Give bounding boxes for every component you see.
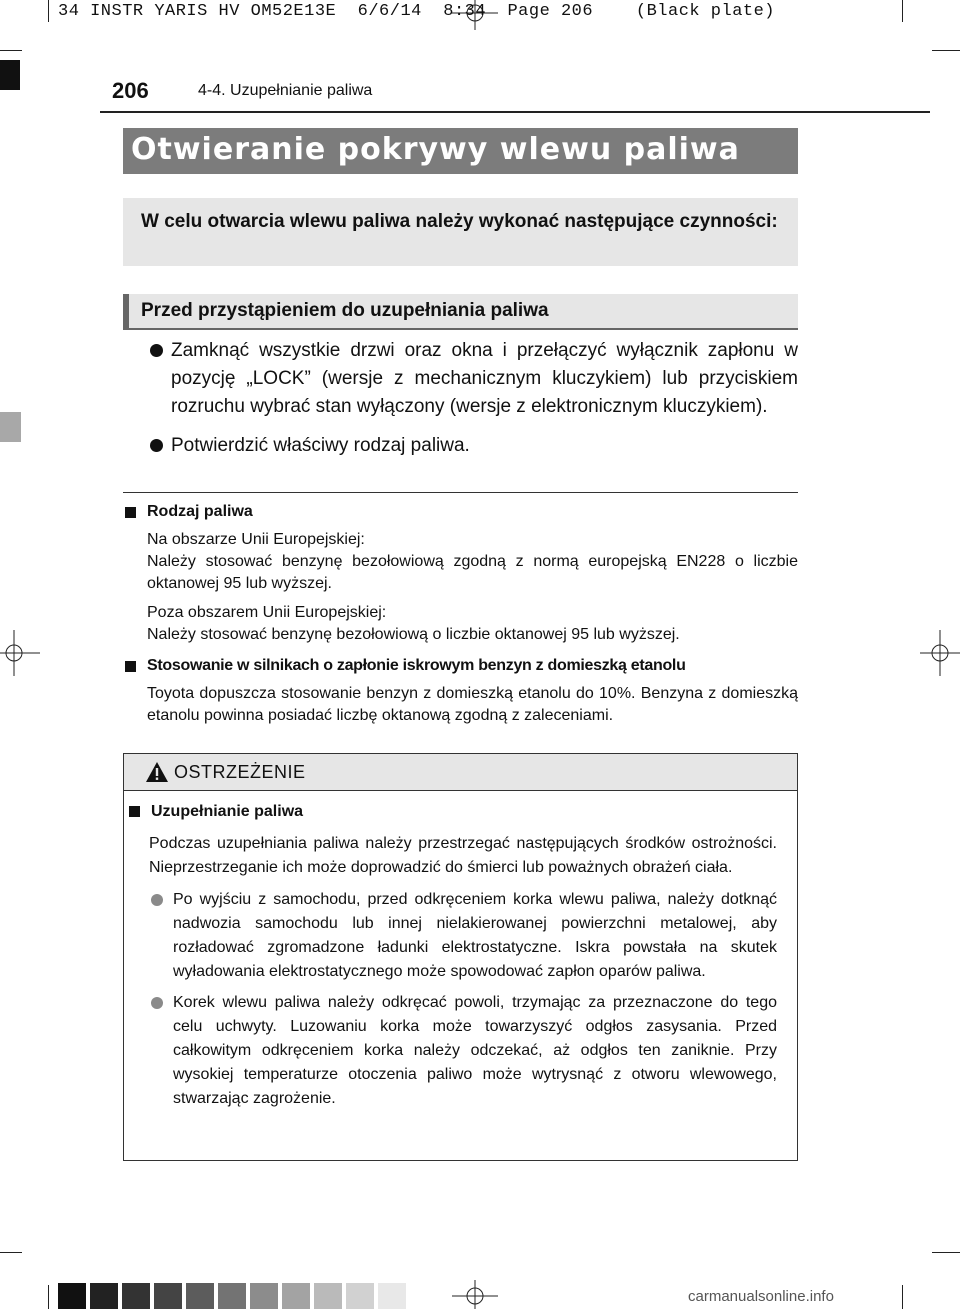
calibration-swatch	[154, 1283, 182, 1309]
section-title: 4-4. Uzupełnianie paliwa	[198, 82, 373, 99]
print-slug: 34 INSTR YARIS HV OM52E13E 6/6/14 8:34 Page 206 (Black plate)	[58, 2, 776, 21]
crop-mark	[932, 50, 960, 51]
note-paragraph: Toyota dopuszcza stosowanie benzyn z domieszką etanolu do 10%. Benzyna z domieszką etanolu powinna posiadać liczbę oktanową zgodną z zaleceniami.	[147, 685, 798, 724]
step-list	[150, 337, 798, 471]
section-heading	[123, 128, 798, 174]
registration-mark-icon	[920, 630, 960, 676]
square-bullet-icon	[125, 507, 136, 518]
warning-bullet-text: Korek wlewu paliwa należy odkręcać powoli, trzymając za przeznaczone do tego celu uchwyty. Luzowaniu korka może towarzyszyć odgłos zasysania. Przed całkowitym odkręceniem korka należy odczekać, aż odgłos ten zaniknie. Przy wysokiej temperaturze otoczenia paliwo może wytrysnąć z otworu wlewowego, stwarzając zagrożenie.	[173, 994, 777, 1107]
note-paragraph: Na obszarze Unii Europejskiej: Należy stosować benzynę bezołowiową zgodną z normą europejską EN228 o liczbie oktanowej 95 lub wyższej.	[147, 531, 798, 592]
bullet-icon	[151, 894, 163, 906]
crop-mark	[902, 1285, 903, 1309]
square-bullet-icon	[125, 661, 136, 672]
warning-subtitle	[127, 800, 797, 824]
page-number: 206	[112, 78, 149, 103]
list-item	[150, 432, 798, 460]
bullet-icon	[150, 344, 163, 357]
calibration-swatch	[58, 1283, 86, 1309]
crop-mark	[48, 1285, 49, 1309]
header-divider	[100, 111, 930, 113]
registration-mark-icon	[452, 1280, 498, 1309]
registration-mark-icon	[0, 630, 40, 676]
list-item	[151, 991, 777, 1111]
step-text: Zamknąć wszystkie drzwi oraz okna i przełączyć wyłącznik zapłonu w pozycję „LOCK” (wersje z mechanicznym kluczykiem) lub przyciskiem rozruchu wybrać stan wyłączony (wersje z elektronicznym kluczykiem).	[171, 340, 798, 417]
notes-section	[123, 501, 798, 734]
calibration-swatch	[122, 1283, 150, 1309]
crop-mark	[932, 1252, 960, 1253]
note-heading	[123, 501, 798, 523]
warning-triangle-icon	[145, 761, 169, 783]
warning-header	[124, 754, 797, 791]
calibration-swatch	[378, 1283, 406, 1309]
page-title: Otwieranie pokrywy wlewu paliwa	[131, 132, 740, 167]
calibration-swatch	[250, 1283, 278, 1309]
thumb-tab	[0, 60, 20, 90]
step-text: Potwierdzić właściwy rodzaj paliwa.	[171, 435, 470, 456]
calibration-swatch	[186, 1283, 214, 1309]
calibration-swatch	[218, 1283, 246, 1309]
warning-body	[124, 800, 797, 1118]
crop-mark	[0, 50, 22, 51]
warning-paragraph: Podczas uzupełniania paliwa należy przestrzegać następujących środków ostrożności. Nieprzestrzeganie ich może doprowadzić do śmierci lub poważnych obrażeń ciała.	[149, 835, 777, 876]
calibration-swatch	[90, 1283, 118, 1309]
calibration-swatch	[314, 1283, 342, 1309]
list-item	[151, 888, 777, 984]
warning-subtitle-text: Uzupełnianie paliwa	[151, 803, 304, 820]
subheading-bar	[123, 294, 798, 330]
subheading-text: Przed przystąpieniem do uzupełniania paliwa	[141, 300, 549, 321]
intro-text: W celu otwarcia wlewu paliwa należy wykonać następujące czynności:	[141, 211, 778, 232]
section-divider	[123, 492, 798, 493]
intro-panel	[123, 198, 798, 266]
square-bullet-icon	[129, 806, 140, 817]
crop-mark	[0, 1252, 22, 1253]
note-paragraph: Poza obszarem Unii Europejskiej: Należy stosować benzynę bezołowiową o liczbie oktanowej 95 lub wyższej.	[147, 604, 680, 643]
note-title: Stosowanie w silnikach o zapłonie iskrowym benzyn z domieszką etanolu	[147, 657, 686, 674]
warning-box	[123, 753, 798, 1161]
calibration-swatch	[282, 1283, 310, 1309]
watermark: carmanualsonline.info	[688, 1288, 834, 1305]
note-title: Rodzaj paliwa	[147, 503, 253, 520]
chapter-tab	[0, 412, 21, 442]
warning-label: OSTRZEŻENIE	[174, 762, 306, 782]
bullet-icon	[150, 439, 163, 452]
note-heading	[123, 655, 798, 677]
bullet-icon	[151, 997, 163, 1009]
calibration-swatch	[346, 1283, 374, 1309]
crop-mark	[48, 0, 49, 22]
crop-mark	[902, 0, 903, 22]
warning-bullet-text: Po wyjściu z samochodu, przed odkręceniem korka wlewu paliwa, należy dotknąć nadwozia samochodu lub innej nielakierowanej powierzchni metalowej, aby rozładować zgromadzone ładunki elektrostatyczne. Iskra powstała na skutek wyładowania elektrostatycznego może spowodować zapłon oparów paliwa.	[173, 891, 777, 980]
list-item	[150, 337, 798, 421]
